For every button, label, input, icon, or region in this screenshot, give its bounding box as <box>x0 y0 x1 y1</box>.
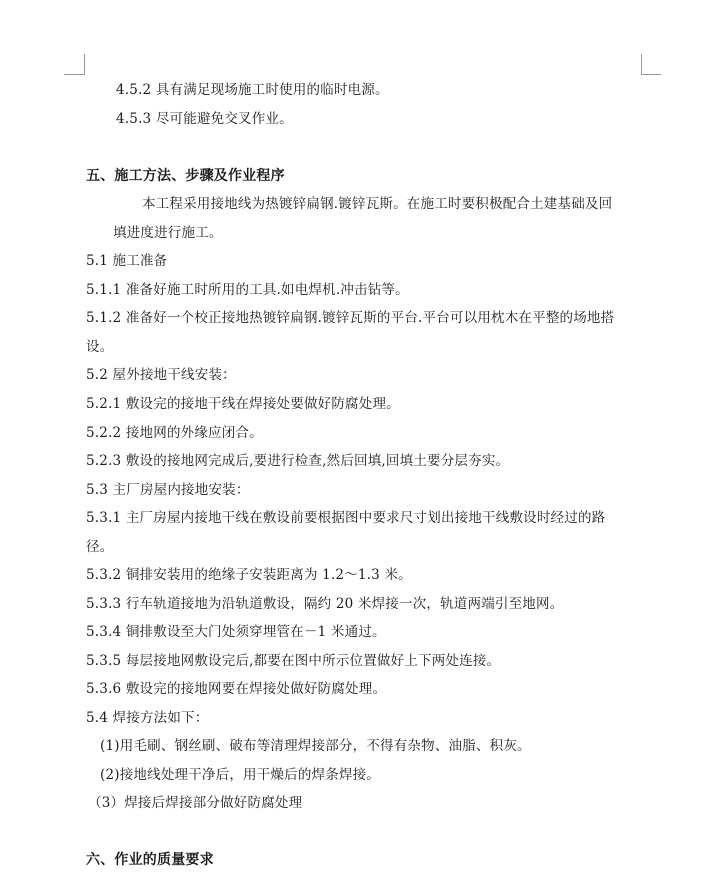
text-line-5-3-5: 5.3.5 每层接地网敷设完后,都要在图中所示位置做好上下两处连接。 <box>86 653 501 669</box>
subheading-5-4: 5.4 焊接方法如下： <box>86 710 209 726</box>
crop-mark-top-right-vertical <box>641 54 642 75</box>
text-line-4-5-2: 4.5.2 具有满足现场施工时使用的临时电源。 <box>116 82 389 98</box>
list-item-1: (1)用毛刷、钢丝刷、破布等清理焊接部分，不得有杂物、油脂、积灰。 <box>100 738 531 754</box>
text-line-5-1-2-cont: 设。 <box>86 339 114 355</box>
text-line-5-3-1: 5.3.1 主厂房屋内接地干线在敷设前要根据图中要求尺寸划出接地干线敷设时经过的路 <box>86 510 606 526</box>
text-line-5-3-1-cont: 径。 <box>86 539 114 555</box>
text-line-5-3-4: 5.3.4 铜排敷设至大门处须穿埋管在－1 米通过。 <box>86 624 386 640</box>
text-line-5-2-3: 5.2.3 敷设的接地网完成后,要进行检查,然后回填,回填土要分层夯实。 <box>86 453 510 469</box>
subheading-5-2: 5.2 屋外接地干线安装： <box>86 367 236 383</box>
list-item-2: (2)接地线处理干净后，用干燥后的焊条焊接。 <box>100 767 381 783</box>
list-item-3: （3）焊接后焊接部分做好防腐处理 <box>88 795 303 811</box>
text-line-5-3-2: 5.3.2 铜排安装用的绝缘子安装距离为 1.2～1.3 米。 <box>86 567 412 583</box>
crop-mark-top-left-horizontal <box>64 74 84 75</box>
paragraph-intro-line-1: 本工程采用接地线为热镀锌扁钢.镀锌瓦斯。在施工时要积极配合土建基础及回 <box>142 196 613 212</box>
crop-mark-top-left-vertical <box>84 54 85 75</box>
text-line-5-3-3: 5.3.3 行车轨道接地为沿轨道敷设，隔约 20 米焊接一次，轨道两端引至地网。 <box>86 596 564 612</box>
text-line-5-1-2: 5.1.2 准备好一个校正接地热镀锌扁钢.镀锌瓦斯的平台.平台可以用枕木在平整的场地搭 <box>86 310 615 326</box>
paragraph-intro-line-2: 填进度进行施工。 <box>113 225 223 241</box>
subheading-5-1: 5.1 施工准备 <box>86 253 168 269</box>
section-heading-6: 六、作业的质量要求 <box>86 852 214 868</box>
text-line-5-3-6: 5.3.6 敷设完的接地网要在焊接处做好防腐处理。 <box>86 681 387 697</box>
text-line-5-2-1: 5.2.1 敷设完的接地干线在焊接处要做好防腐处理。 <box>86 396 400 412</box>
text-line-5-2-2: 5.2.2 接地网的外缘应闭合。 <box>86 425 263 441</box>
text-line-4-5-3: 4.5.3 尽可能避免交叉作业。 <box>116 111 293 127</box>
text-line-5-1-1: 5.1.1 准备好施工时所用的工具.如电焊机.冲击钻等。 <box>86 282 409 298</box>
section-heading-5: 五、施工方法、步骤及作业程序 <box>86 168 285 184</box>
subheading-5-3: 5.3 主厂房屋内接地安装： <box>86 482 250 498</box>
crop-mark-top-right-horizontal <box>641 74 661 75</box>
